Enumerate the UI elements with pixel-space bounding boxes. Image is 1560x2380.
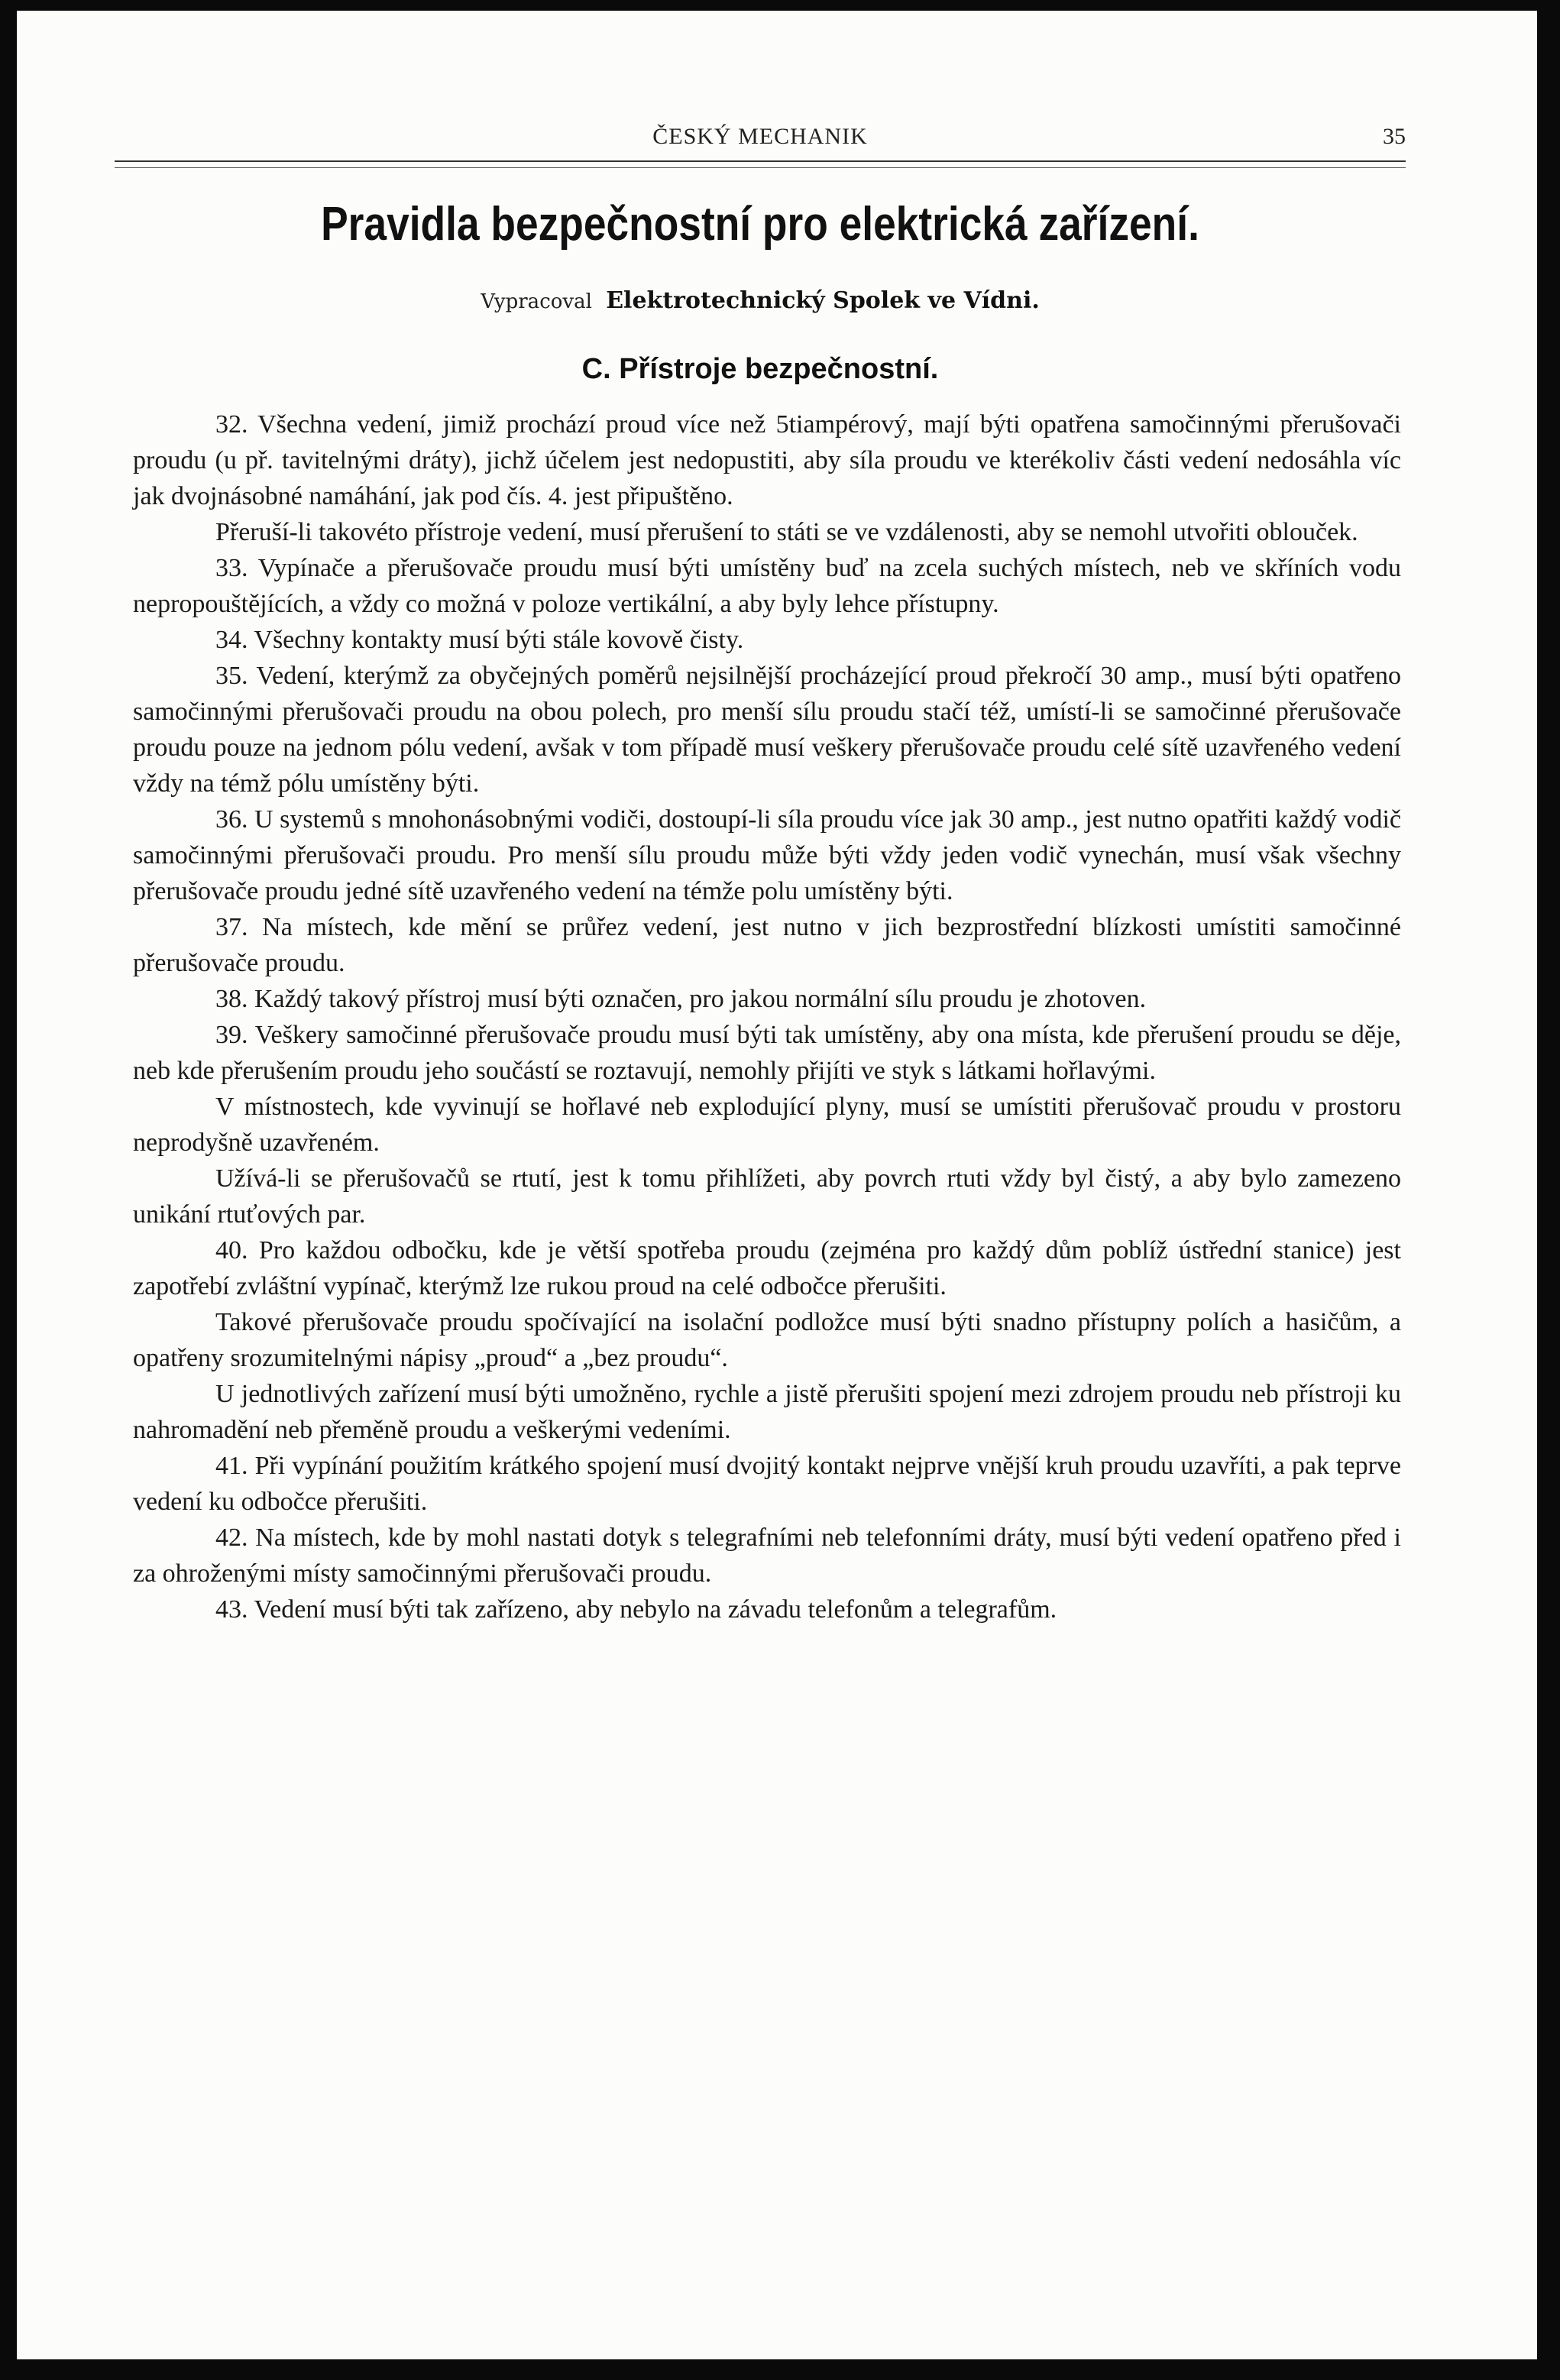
paragraph-42: 42. Na místech, kde by mohl nastati dotyk s telegrafními neb telefonními dráty, musí býti vedení opatřeno před i za ohroženými místy samočinnými přerušovači proudu. <box>133 1524 1401 1588</box>
article-title: Pravidla bezpečnostní pro elektrická zařízení. <box>321 198 1199 251</box>
header-rule <box>115 160 1406 168</box>
journal-title: ČESKÝ MECHANIK <box>652 124 868 149</box>
paragraph-40: 40. Pro každou odbočku, kde je větší spotřeba proudu (zejména pro každý dům poblíž ústřední stanice) jest zapotřebí zvláštní vypínač, kterýmž lze rukou proud na celé odbočce přerušiti. <box>133 1236 1401 1300</box>
byline-organization: Elektrotechnický Spolek ve Vídni. <box>606 287 1040 314</box>
byline-prefix: Vypracoval <box>481 290 592 313</box>
section-heading: C. Přístroje bezpečnostní. <box>581 353 939 385</box>
paragraph-36: 36. U systemů s mnohonásobnými vodiči, dostoupí-li síla proudu více jak 30 amp., jest nutno opatřiti každý vodič samočinnými přerušovači proudu. Pro menší sílu proudu může býti vždy jeden vodič vynechán, musí však všechny přerušovače proudu jedné sítě uzavřeného vedení na témže polu umístěny býti. <box>133 805 1401 905</box>
paragraph-35: 35. Vedení, kterýmž za obyčejných poměrů nejsilnější procházející proud překročí 30 amp., musí býti opatřeno samočinnými přerušovači proudu na obou polech, pro menší sílu proudu stačí též, umístí-li se samočinné přerušovače proudu pouze na jednom pólu vedení, avšak v tom případě musí veškery přerušovače proudu celé sítě uzavřeného vedení vždy na témž pólu umístěny býti. <box>133 662 1401 798</box>
byline <box>115 287 1406 314</box>
paragraph-39-rooms: V místnostech, kde vyvinují se hořlavé neb explodující plyny, musí se umístiti přerušovač proudu v prostoru neprodyšně uzavřeném. <box>133 1093 1401 1157</box>
paragraph-43: 43. Vedení musí býti tak zařízeno, aby nebylo na závadu telefonům a telegrafům. <box>215 1595 1057 1624</box>
paragraph-32-continued: Přeruší-li takovéto přístroje vedení, musí přerušení to státi se ve vzdálenosti, aby se nemohl utvořiti oblouček. <box>215 518 1358 546</box>
paragraph-41: 41. Při vypínání použitím krátkého spojení musí dvojitý kontakt nejprve vnější kruh proudu uzavříti, a pak teprve vedení ku odbočce přerušiti. <box>133 1452 1401 1516</box>
paragraph-40-breakers: Takové přerušovače proudu spočívající na isolační podložce musí býti snadno přístupny polích a hasičům, a opatřeny srozumitelnými nápisy „proud“ a „bez proudu“. <box>133 1308 1401 1372</box>
paragraph-33: 33. Vypínače a přerušovače proudu musí býti umístěny buď na zcela suchých místech, neb ve skříních vodu nepropouštějících, a vždy co možná v poloze vertikální, a aby byly lehce přístupny. <box>133 554 1401 618</box>
running-head <box>115 118 1406 156</box>
paragraph-39-mercury: Užívá-li se přerušovačů se rtutí, jest k tomu přihlížeti, aby povrch rtuti vždy byl čistý, a aby bylo zamezeno unikání rtuťových par. <box>133 1164 1401 1229</box>
paragraph-38: 38. Každý takový přístroj musí býti označen, pro jakou normální sílu proudu je zhotoven. <box>215 985 1147 1013</box>
page <box>17 11 1537 2359</box>
paragraph-39: 39. Veškery samočinné přerušovače proudu musí býti tak umístěny, aby ona místa, kde přerušení proudu se děje, neb kde přerušením proudu jeho součástí se roztavují, nemohly přijíti ve styk s látkami hořlavými. <box>133 1021 1401 1085</box>
paragraph-37: 37. Na místech, kde mění se průřez vedení, jest nutno v jich bezprostřední blízkosti umístiti samočinné přerušovače proudu. <box>133 913 1401 977</box>
paragraph-34: 34. Všechny kontakty musí býti stále kovově čisty. <box>215 626 744 654</box>
paragraph-32: 32. Všechna vedení, jimiž prochází proud více než 5tiampérový, mají býti opatřena samočinnými přerušovači proudu (u př. tavitelnými dráty), jichž účelem jest nedopustiti, aby síla proudu ve kterékoliv části vedení nedosáhla víc jak dvojnásobné namáhání, jak pod čís. 4. jest připuštěno. <box>133 410 1401 510</box>
article-body <box>133 406 1401 1627</box>
page-number: 35 <box>1383 124 1406 149</box>
paragraph-40-installations: U jednotlivých zařízení musí býti umožněno, rychle a jistě přerušiti spojení mezi zdrojem proudu neb přístroji ku nahromadění neb přeměně proudu a veškerými vedeními. <box>133 1380 1401 1444</box>
